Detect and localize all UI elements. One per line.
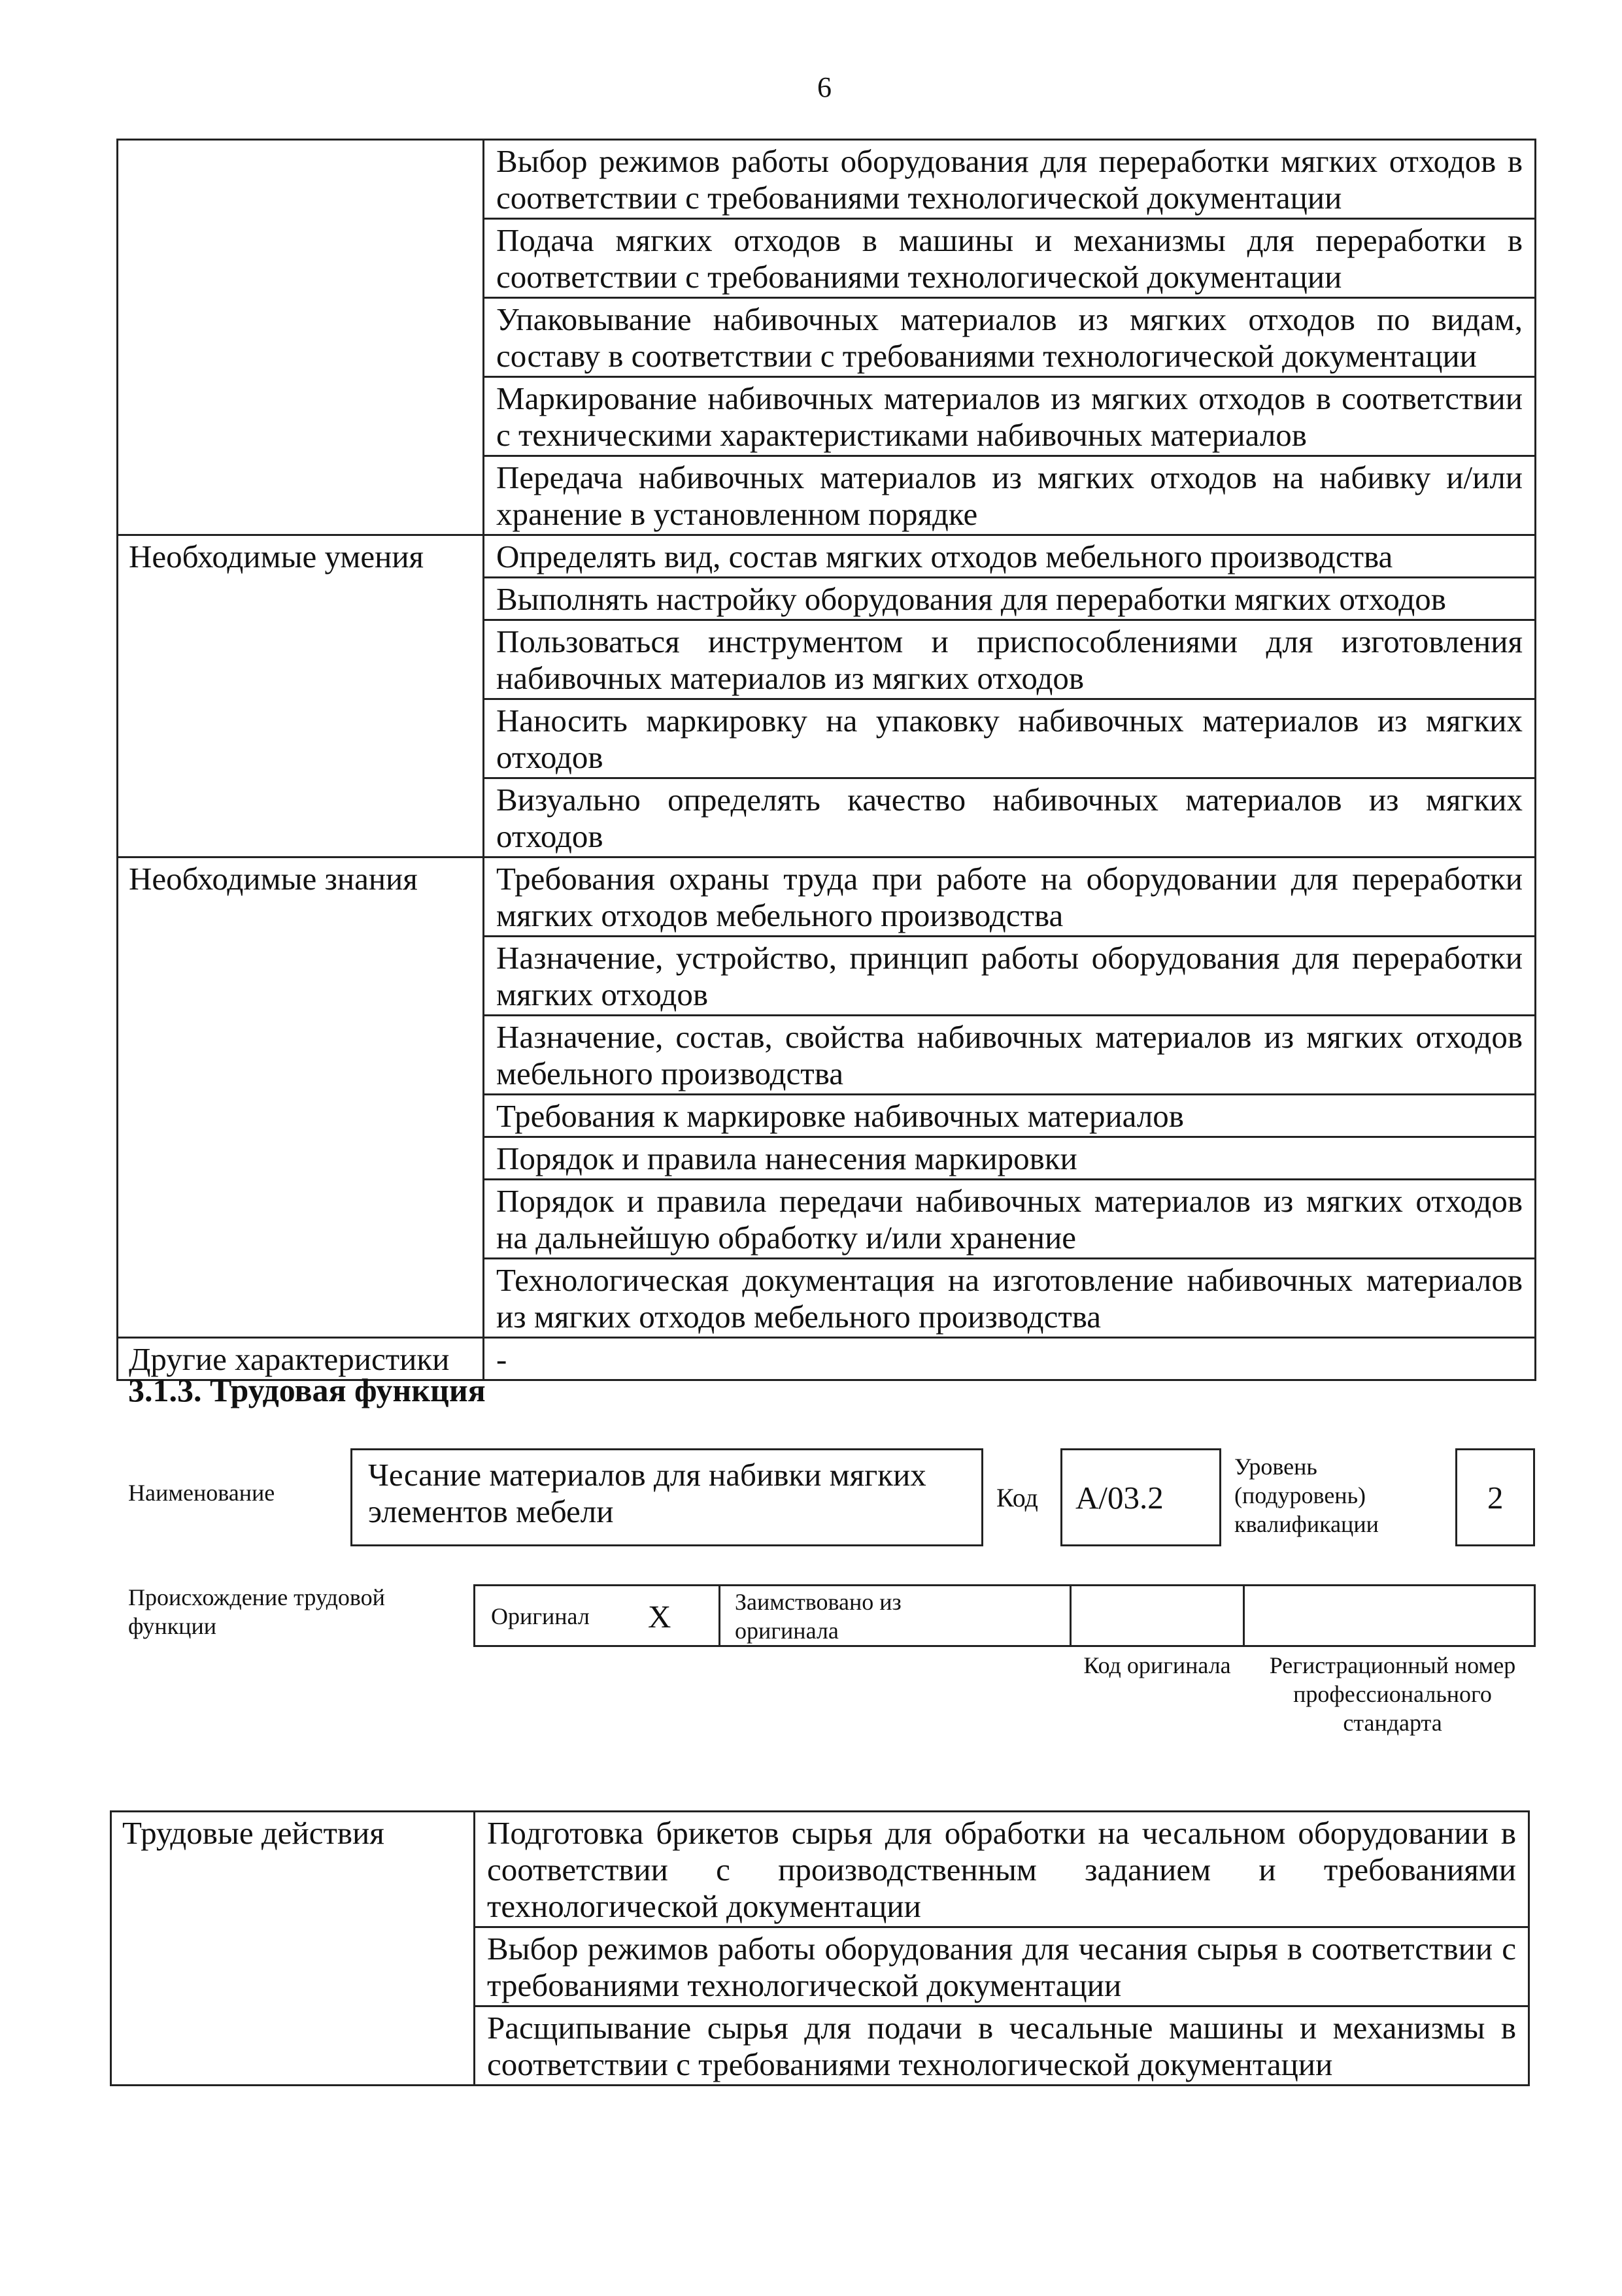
list-item: Передача набивочных материалов из мягких отходов на набивку и/или хранение в установленном порядке [484, 456, 1536, 535]
original-label: Оригинал [491, 1603, 590, 1629]
code-label: Код [996, 1483, 1038, 1512]
name-label: Наименование [128, 1480, 275, 1506]
code-box [1060, 1448, 1221, 1546]
list-item: Выбор режимов работы оборудования для чесания сырья в соответствии с требованиями технологической документации [475, 1927, 1529, 2006]
reg-number-caption: Регистрационный номер профессионального стандарта [1269, 1652, 1516, 1736]
list-item: Порядок и правила передачи набивочных материалов из мягких отходов на дальнейшую обработку и/или хранение [484, 1180, 1536, 1259]
section-title: 3.1.3. Трудовая функция [128, 1372, 486, 1408]
list-item: Подготовка брикетов сырья для обработки на чесальном оборудовании в соответствии с производственным заданием и требованиями технологической документации [475, 1812, 1529, 1927]
list-item: Технологическая документация на изготовление набивочных материалов из мягких отходов мебельного производства [484, 1259, 1536, 1338]
name-box [350, 1448, 983, 1546]
list-item: Пользоваться инструментом и приспособлениями для изготовления набивочных материалов из мягких отходов [484, 620, 1536, 699]
list-item: Расщипывание сырья для подачи в чесальные машины и механизмы в соответствии с требованиями технологической документации [475, 2006, 1529, 2086]
list-item: Назначение, состав, свойства набивочных материалов из мягких отходов мебельного производства [484, 1016, 1536, 1095]
labour-actions-label: Трудовые действия [111, 1812, 475, 2086]
row-label [118, 140, 484, 535]
page-number: 6 [817, 71, 832, 103]
table-row [118, 535, 1536, 578]
labour-actions-table [110, 1810, 1530, 2086]
code-original-caption: Код оригинала [1083, 1652, 1231, 1678]
list-item: Маркирование набивочных материалов из мягких отходов в соответствии с техническими характеристиками набивочных материалов [484, 377, 1536, 456]
list-item: Подача мягких отходов в машины и механизмы для переработки в соответствии с требованиями технологической документации [484, 219, 1536, 298]
competency-table [116, 139, 1536, 1381]
table-row [118, 140, 1536, 219]
list-item: Визуально определять качество набивочных материалов из мягких отходов [484, 778, 1536, 857]
list-item: Требования охраны труда при работе на оборудовании для переработки мягких отходов мебельного производства [484, 857, 1536, 937]
origin-label: Происхождение трудовой функции [128, 1584, 385, 1639]
table-row [111, 1812, 1529, 1927]
other-value: - [484, 1338, 1536, 1380]
table-row [118, 857, 1536, 937]
borrowed-label: Заимствовано из оригинала [735, 1589, 902, 1644]
other-label: Другие характеристики [118, 1338, 484, 1380]
reg-number-box [1243, 1584, 1536, 1647]
list-item: Требования к маркировке набивочных материалов [484, 1095, 1536, 1137]
code-value: А/03.2 [1075, 1480, 1164, 1516]
list-item: Определять вид, состав мягких отходов мебельного производства [484, 535, 1536, 578]
code-original-box [1070, 1584, 1245, 1647]
knowledge-label: Необходимые знания [118, 857, 484, 1338]
list-item: Выполнять настройку оборудования для переработки мягких отходов [484, 578, 1536, 620]
list-item: Порядок и правила нанесения маркировки [484, 1137, 1536, 1180]
list-item: Упаковывание набивочных материалов из мягких отходов по видам, составу в соответствии с требованиями технологической документации [484, 298, 1536, 377]
level-label: Уровень (подуровень) квалификации [1234, 1454, 1379, 1537]
borrowed-box [718, 1584, 1072, 1647]
original-mark: X [648, 1599, 671, 1635]
original-box [473, 1584, 720, 1647]
function-name: Чесание материалов для набивки мягких элементов мебели [368, 1457, 926, 1529]
list-item: Назначение, устройство, принцип работы оборудования для переработки мягких отходов [484, 937, 1536, 1016]
list-item: Наносить маркировку на упаковку набивочных материалов из мягких отходов [484, 699, 1536, 778]
level-value: 2 [1487, 1480, 1504, 1516]
level-box [1455, 1448, 1535, 1546]
list-item: Выбор режимов работы оборудования для переработки мягких отходов в соответствии с требованиями технологической документации [484, 140, 1536, 219]
skills-label: Необходимые умения [118, 535, 484, 857]
